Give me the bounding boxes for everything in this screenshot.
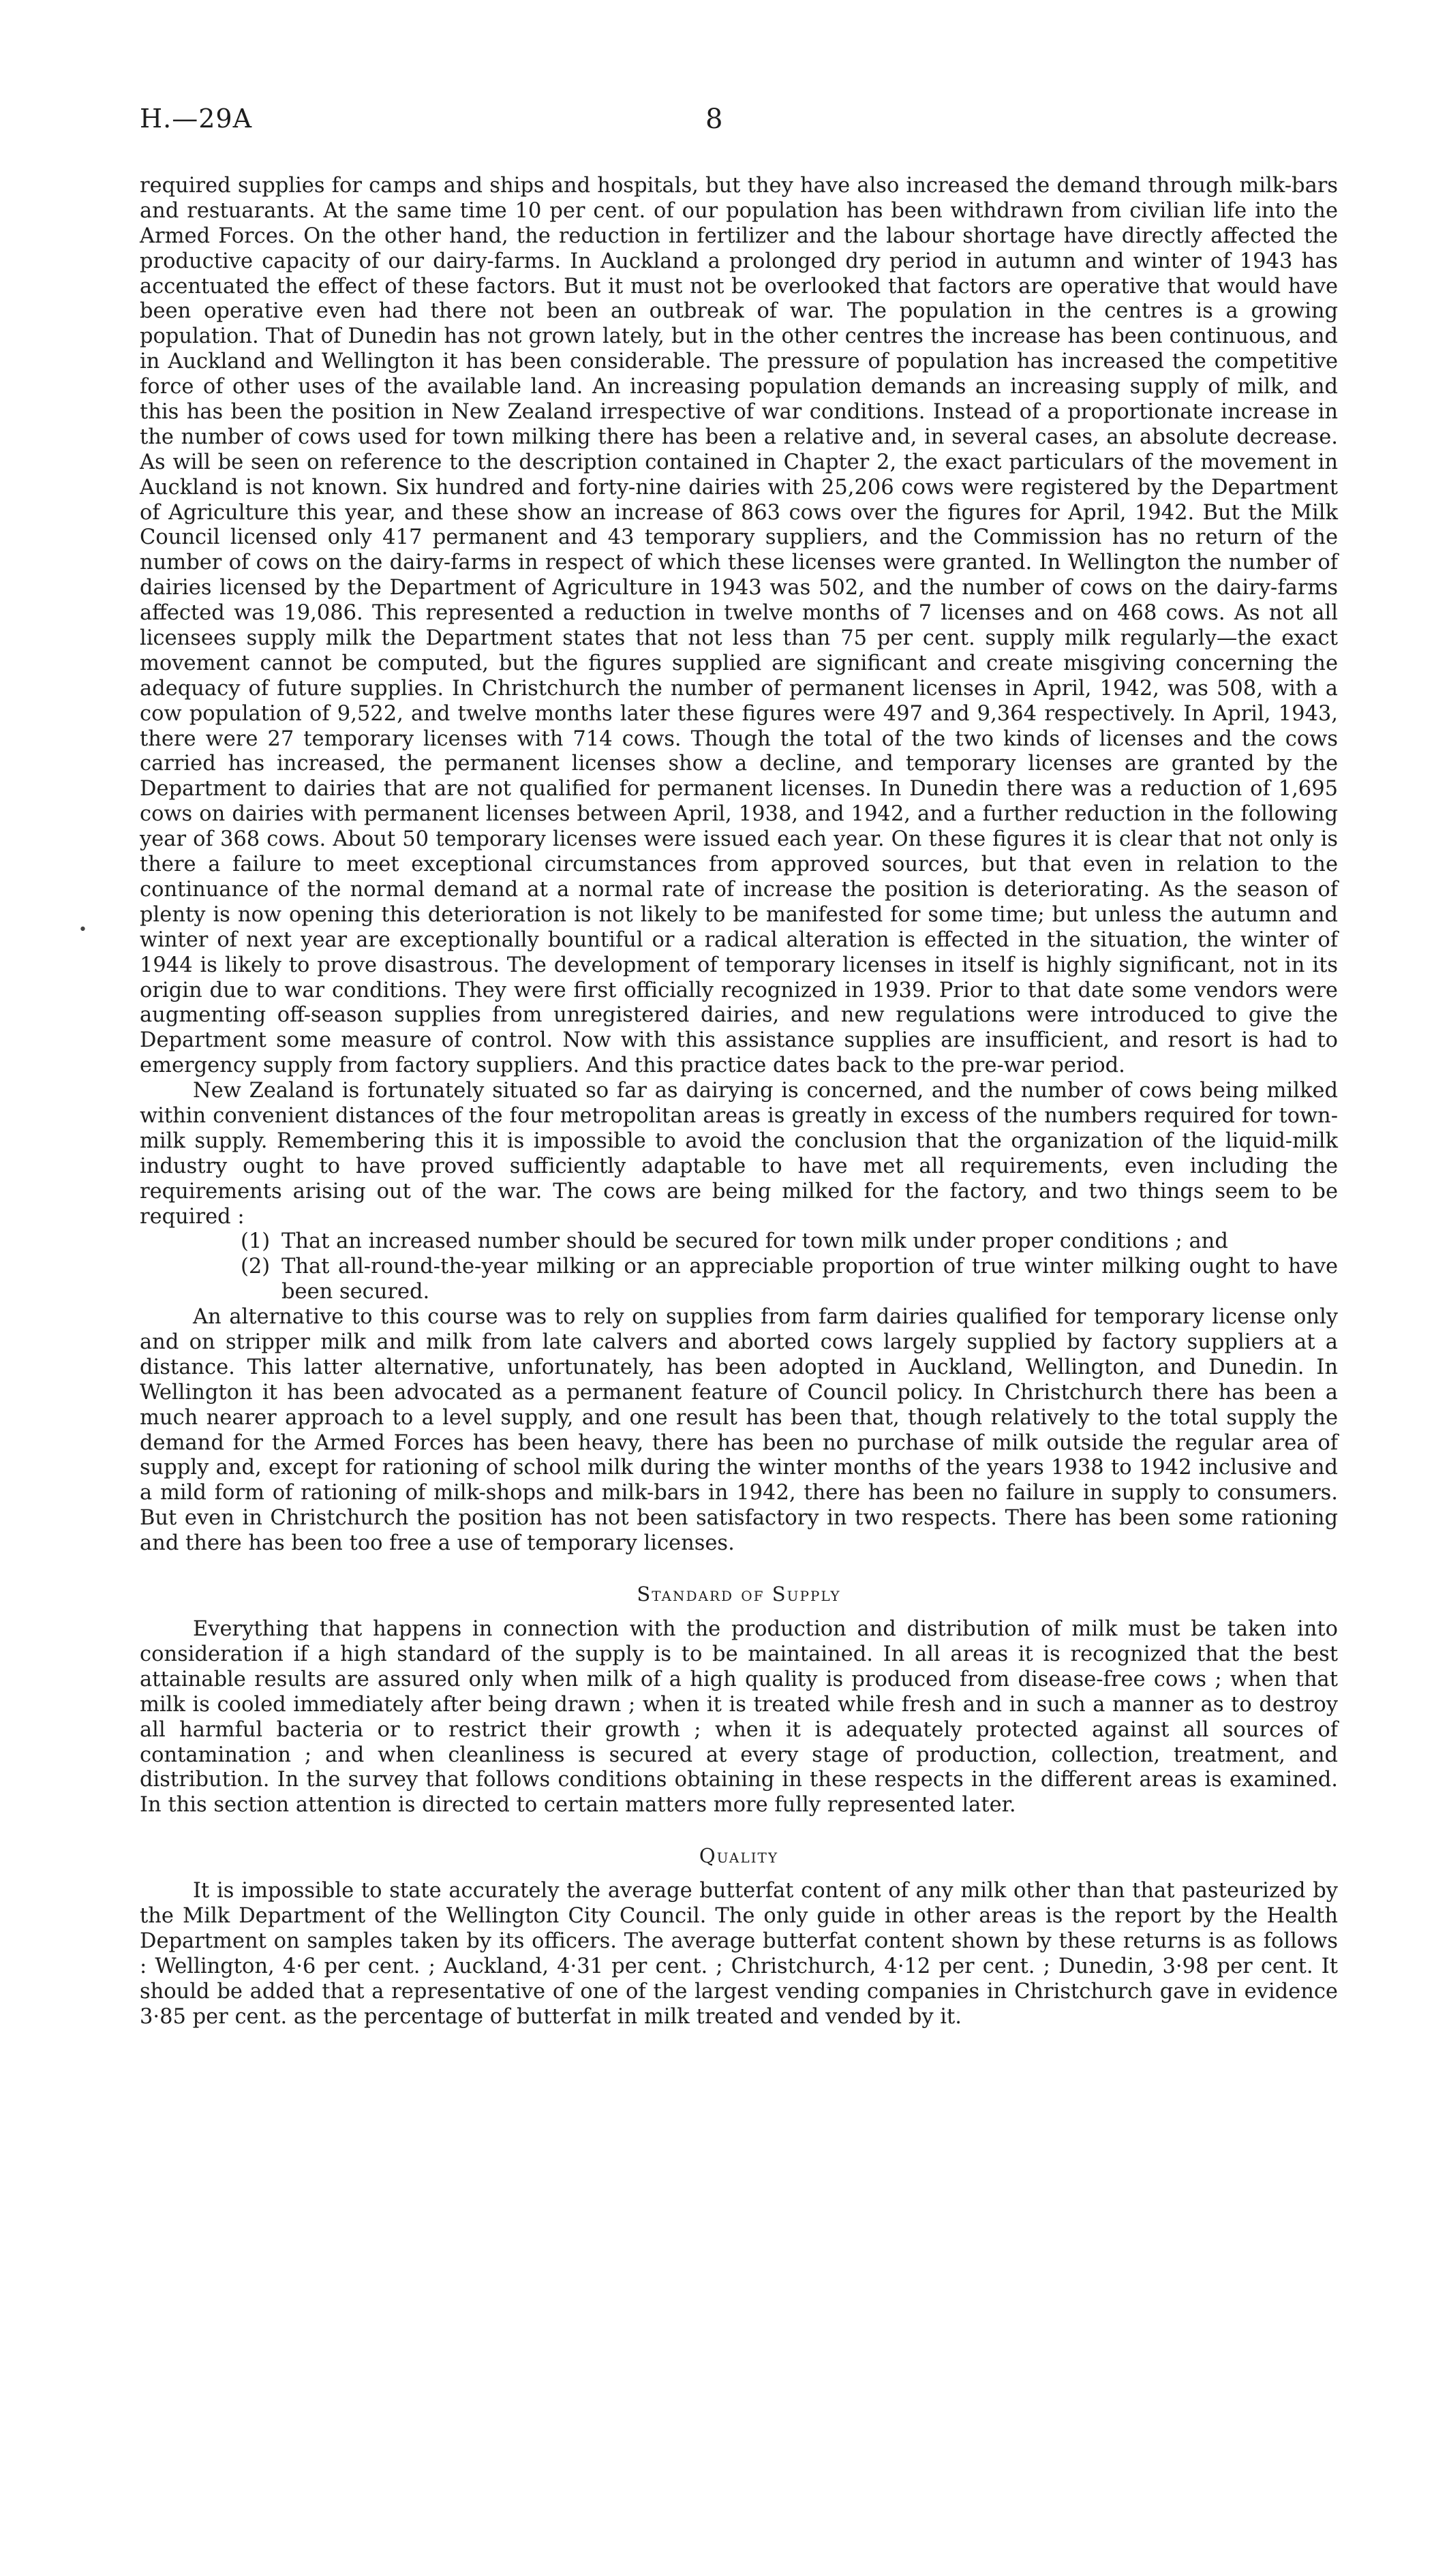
margin-mark: •: [78, 921, 87, 938]
document-body: [140, 174, 1338, 2030]
list-item: [140, 1255, 1338, 1305]
paragraph-standard: Everything that happens in connection with the production and distribution of milk must be taken into consideration if a high standard of the supply is to be maintained. In all areas it is recognized that the best attainable results are assured only when milk of a high quality is produced from disease-free cows ; when that milk is cooled immediately after being drawn ; when it is treated while fresh and in such a manner as to destroy all harmful bacteria or to restrict their growth ; when it is adequately protected against all sources of contamination ; and when cleanliness is secured at every stage of production, collection, treatment, and distribution. In the survey that follows conditions obtaining in these respects in the different areas is examined. In this section attention is directed to certain matters more fully represented later.: [140, 1617, 1338, 1818]
paragraph-quality: It is impossible to state accurately the average butterfat content of any milk other than that pasteurized by the Milk Department of the Wellington City Council. The only guide in other areas is the report by the Health Department on samples taken by its officers. The average butterfat content shown by these returns is as follows : Wellington, 4·6 per cent. ; Auckland, 4·31 per cent. ; Christchurch, 4·12 per cent. ; Dunedin, 3·98 per cent. It should be added that a representative of one of the largest vending companies in Christchurch gave in evidence 3·85 per cent. as the percentage of butterfat in milk treated and vended by it.: [140, 1879, 1338, 2029]
list-item: [140, 1229, 1338, 1255]
list-item-number: (2): [241, 1255, 271, 1279]
list-item-text: That an increased number should be secured for town milk under proper conditions ; and: [281, 1229, 1228, 1254]
page-number: 8: [705, 104, 723, 135]
document-reference: H.—29A: [140, 104, 253, 134]
requirements-list: [140, 1229, 1338, 1305]
page-header: [140, 104, 1339, 144]
section-heading-standard: Standard of Supply: [637, 1582, 841, 1606]
paragraph-continued: required supplies for camps and ships and hospitals, but they have also increased the demand through milk-bars and restuarants. At the same time 10 per cent. of our population has been withdrawn from civilian life into the Armed Forces. On the other hand, the reduction in fertilizer and the labour shortage have directly affected the productive capacity of our dairy-farms. In Auckland a prolonged dry period in autumn and winter of 1943 has accentuated the effect of these factors. But it must not be overlooked that factors are operative that would have been operative even had there not been an outbreak of war. The population in the centres is a growing population. That of Dunedin has not grown lately, but in the other centres the increase has been continuous, and in Auckland and Wellington it has been considerable. The pressure of population has increased the competitive force of other uses of the available land. An increasing population demands an increasing supply of milk, and this has been the position in New Zealand irrespective of war conditions. Instead of a proportionate increase in the number of cows used for town milking there has been a relative and, in several cases, an absolute decrease. As will be seen on reference to the description contained in Chapter 2, the exact particulars of the movement in Auckland is not known. Six hundred and forty-nine dairies with 25,206 cows were registered by the Department of Agriculture this year, and these show an increase of 863 cows over the figures for April, 1942. But the Milk Council licensed only 417 permanent and 43 temporary suppliers, and the Commission has no return of the number of cows on the dairy-farms in respect of which these licenses were granted. In Wellington the number of dairies licensed by the Department of Agriculture in 1943 was 502, and the number of cows on the dairy-farms affected was 19,086. This represented a reduction in twelve months of 7 licenses and on 468 cows. As not all licensees supply milk the Department states that not less than 75 per cent. supply milk regularly—the exact movement cannot be computed, but the figures supplied are significant and create misgiving concerning the adequacy of future supplies. In Christchurch the number of permanent licenses in April, 1942, was 508, with a cow population of 9,522, and twelve months later these figures were 497 and 9,364 respectively. In April, 1943, there were 27 temporary licenses with 714 cows. Though the total of the two kinds of licenses and the cows carried has increased, the permanent licenses show a decline, and temporary licenses are granted by the Department to dairies that are not qualified for permanent licenses. In Dunedin there was a reduction of 1,695 cows on dairies with permanent licenses between April, 1938, and 1942, and a further reduction in the following year of 368 cows. About 50 temporary licenses were issued each year. On these figures it is clear that not only is there a failure to meet exceptional circumstances from approved sources, but that even in relation to the continuance of the normal demand at a normal rate of increase the position is deteriorating. As the season of plenty is now opening this deterioration is not likely to be manifested for some time; but unless the autumn and winter of next year are exceptionally bountiful or a radical alteration is effected in the situation, the winter of 1944 is likely to prove disastrous. The development of temporary licenses in itself is highly significant, not in its origin due to war conditions. They were first officially recognized in 1939. Prior to that date some vendors were augmenting off-season supplies from unregistered dairies, and new regulations were introduced to give the Department some measure of control. Now with this assistance supplies are insufficient, and resort is had to emergency supply from factory suppliers. And this practice dates back to the pre-war period.: [140, 174, 1338, 1078]
paragraph-new-zealand: New Zealand is fortunately situated so far as dairying is concerned, and the number of cows being milked within convenient distances of the four metropolitan areas is greatly in excess of the numbers required for town-milk supply. Remembering this it is impossible to avoid the conclusion that the organization of the liquid-milk industry ought to have proved sufficiently adaptable to have met all requirements, even including the requirements arising out of the war. The cows are being milked for the factory, and two things seem to be required :: [140, 1079, 1338, 1229]
section-heading-quality: Quality: [699, 1844, 779, 1868]
list-item-number: (1): [241, 1229, 271, 1254]
paragraph-alternative: An alternative to this course was to rely on supplies from farm dairies qualified for temporary license only and on stripper milk and milk from late calvers and aborted cows largely supplied by factory suppliers at a distance. This latter alternative, unfortunately, has been adopted in Auckland, Wellington, and Dunedin. In Wellington it has been advocated as a permanent feature of Council policy. In Christchurch there has been a much nearer approach to a level supply, and one result has been that, though relatively to the total supply the demand for the Armed Forces has been heavy, there has been no purchase of milk outside the regular area of supply and, except for rationing of school milk during the winter months of the years 1938 to 1942 inclusive and a mild form of rationing of milk-shops and milk-bars in 1942, there has been no failure in supply to consumers. But even in Christchurch the position has not been satisfactory in two respects. There has been some rationing and there has been too free a use of temporary licenses.: [140, 1305, 1338, 1556]
list-item-text: That all-round-the-year milking or an appreciable proportion of true winter milking ought to have been secured.: [281, 1255, 1338, 1304]
